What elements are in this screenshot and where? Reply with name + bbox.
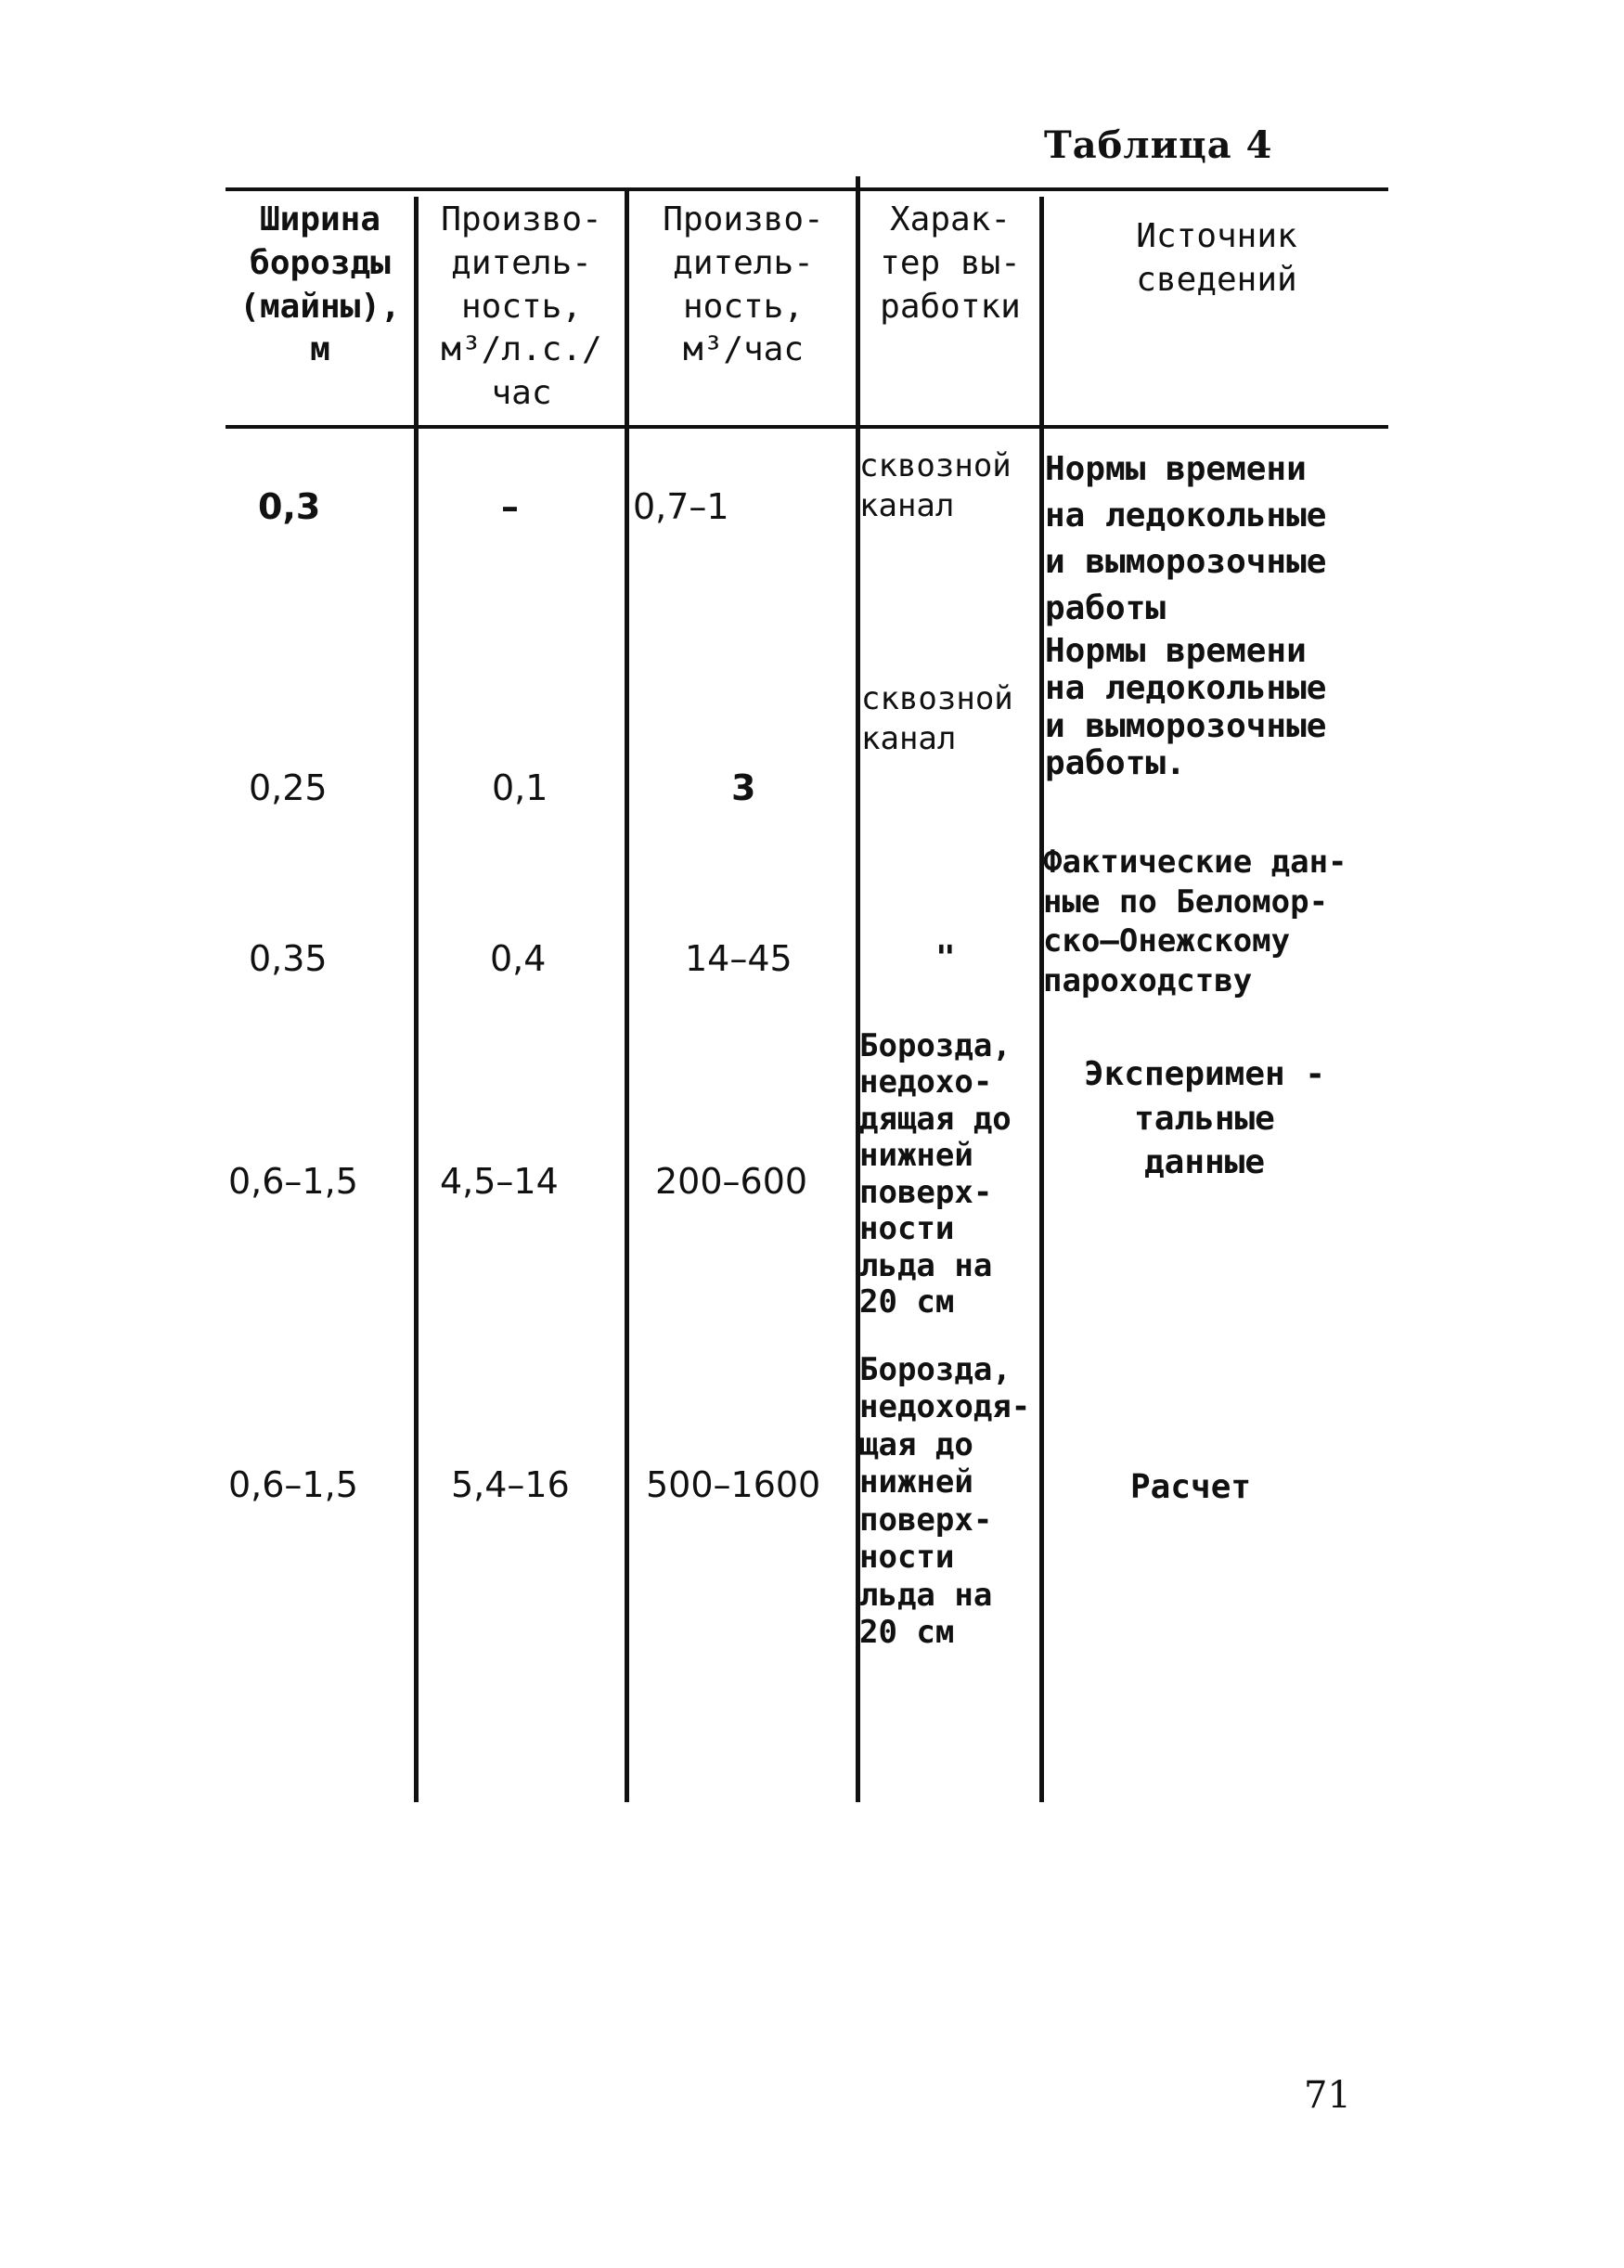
table-caption: Таблица 4 xyxy=(1044,123,1273,167)
row3-character: " xyxy=(935,939,956,977)
row1-source: Нормы времени на ледокольные и выморозочные работы xyxy=(1045,450,1327,628)
row3-productivity: 14–45 xyxy=(685,938,793,979)
row1-width: 0,3 xyxy=(258,486,321,527)
row4-character: Борозда, недохо- дящая до нижней поверх- ности льда на 20 см xyxy=(859,1027,1012,1321)
row5-productivity-per-hp: 5,4–16 xyxy=(451,1464,570,1505)
header-character: Харак- тер вы- работки xyxy=(880,200,1021,326)
row5-width: 0,6–1,5 xyxy=(228,1464,358,1505)
row2-character: сквозной канал xyxy=(861,680,1013,757)
column-divider-2 xyxy=(625,187,629,1802)
row3-width: 0,35 xyxy=(249,938,328,979)
row1-productivity: 0,7–1 xyxy=(633,486,729,527)
row3-productivity-per-hp: 0,4 xyxy=(490,938,547,979)
row2-productivity-per-hp: 0,1 xyxy=(492,767,548,808)
row5-productivity: 500–1600 xyxy=(646,1464,821,1505)
row1-productivity-per-hp: – xyxy=(501,486,519,527)
header-productivity: Произво- дитель- ность, м³/час xyxy=(663,200,824,369)
row4-width: 0,6–1,5 xyxy=(228,1161,358,1202)
row5-source: Расчет xyxy=(1130,1468,1252,1506)
row2-source: Нормы времени на ледокольные и выморозочные работы. xyxy=(1045,632,1327,782)
row2-productivity: 3 xyxy=(731,767,756,808)
header-productivity-per-hp: Произво- дитель- ность, м³/л.с./ час xyxy=(441,200,602,413)
header-width: Ширина борозды (майны), м xyxy=(239,200,401,369)
row2-width: 0,25 xyxy=(249,767,328,808)
row4-productivity: 200–600 xyxy=(655,1161,808,1202)
row4-productivity-per-hp: 4,5–14 xyxy=(440,1161,559,1202)
table-header-rule xyxy=(226,425,1388,429)
row5-character: Борозда, недоходя- щая до нижней поверх- ности льда на 20 см xyxy=(859,1351,1031,1652)
row4-source: Эксперимен - тальные данные xyxy=(1083,1055,1326,1182)
row3-source: Фактические дан- ные по Беломор- ско–Онежскому пароходству xyxy=(1043,844,1347,999)
table-top-rule xyxy=(226,187,1388,191)
column-divider-1 xyxy=(414,197,419,1802)
row1-character: сквозной канал xyxy=(859,447,1012,524)
page-number: 71 xyxy=(1304,2074,1351,2117)
header-source: Источник сведений xyxy=(1136,217,1297,299)
